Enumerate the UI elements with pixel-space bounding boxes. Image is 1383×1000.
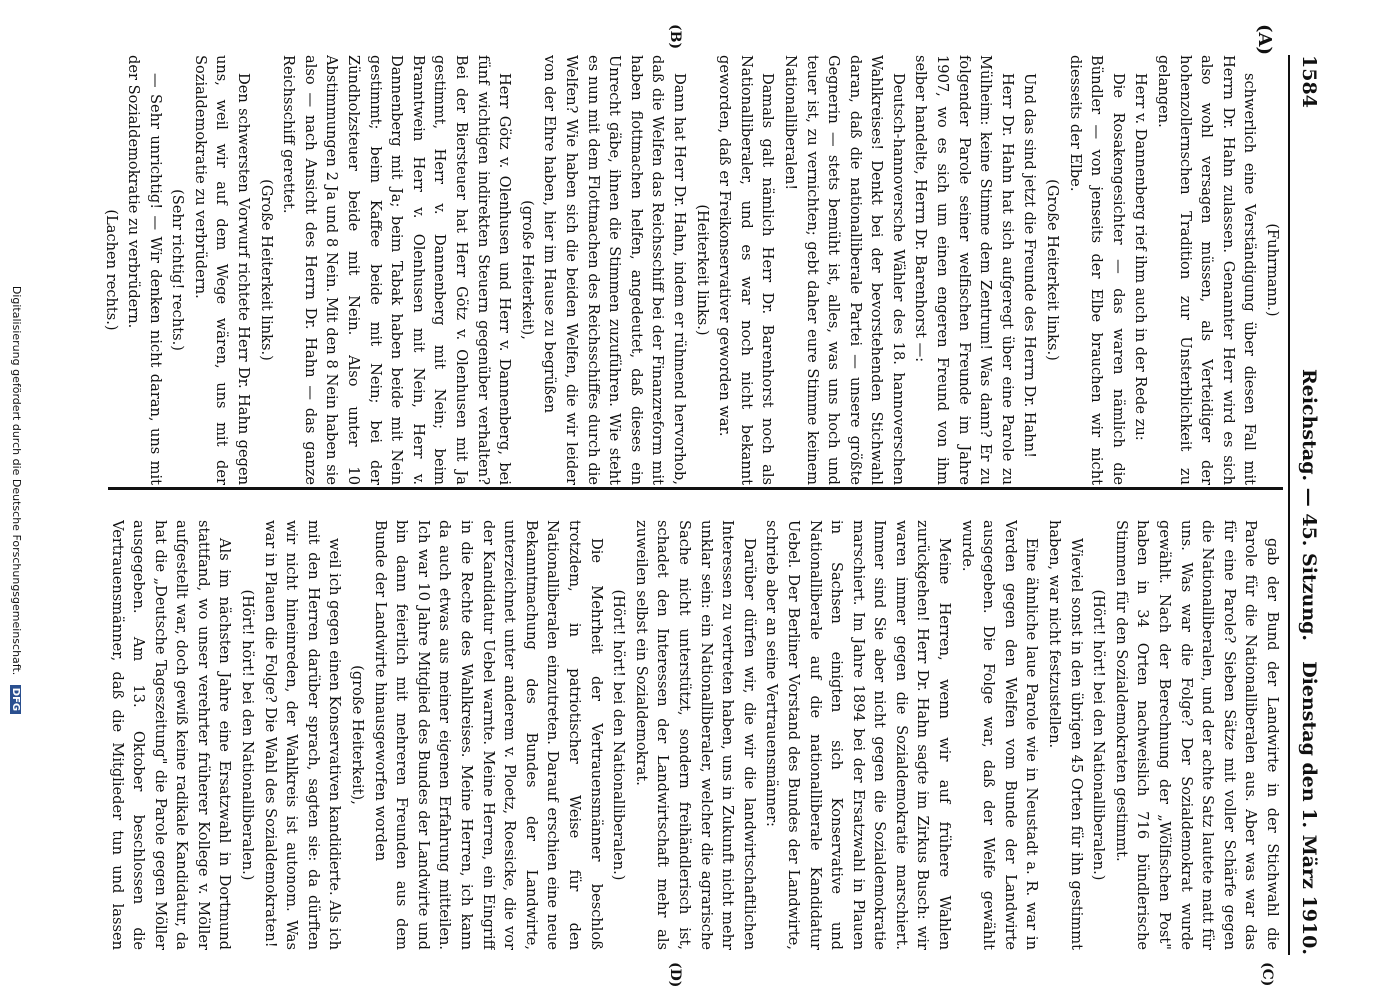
paragraph: (Lachen rechts.) [103,209,120,331]
left-column [103,55,1283,485]
paragraph: (Hört! hört! bei den Nationalliberalen.) [239,589,257,881]
paragraph: Meine Herren, wenn wir auf frühere Wahlen zurückgehen! Herr Dr. Hahn sagte im Zirkus Busch: wir waren immer gegen die Sozialdemokratie marschiert. Immer sind Sie aber nicht gegen die Sozialdemokratie marschiert. Im Jahre 1894 bei der Ersatzwahl in Plauen in Sachsen einigten sich Konservative und Nationalliberale auf die nationalliberale Kandidatur Uebel. Der Berliner Vorstand des Bundes der Landwirte, schrieb aber an seine Vertrauensmänner: [763,520,954,950]
paragraph: (Große Heiterkeit links.) [1044,179,1062,361]
footer-text: Digitalisierung gefördert durch die Deutsche Forschungsgemeinschaft. [10,285,23,676]
paragraph: Darüber dürfen wir, die wir die landwirtschaftlichen Interessen zu vertreten haben, uns in Zukunft nicht mehr unklar sein: ein Nationalliberaler, welcher die agrarische Sache nicht unterstützt, sondern freihändlerisch ist, schadet den Interessen der Landwirtschaft mehr als zuweilen selbst ein Sozialdemokrat. [632,520,758,950]
paragraph: Als im nächsten Jahre eine Ersatzwahl in Dortmund stattfand, wo unser verehrter früherer Kollege v. Möller aufgestellt war, doch gewiß keine radikale Kandidatur, da hat die „Deutsche Tageszeitung" die Parole gegen Möller ausgegeben. Am 13. Oktober beschlossen die Vertrauensmänner, daß die Mitglieder tun und lassen [108,520,234,950]
paragraph: — Sehr unrichtig! — Wir denken nicht daran, uns mit der Sozialdemokratie zu verbrüdern. [125,55,164,485]
paragraph: (Hört! hört! bei den Nationalliberalen.) [1090,589,1108,881]
paragraph: Herr Götz v. Olenhusen und Herr v. Dannenberg, bei fünf wichtigen indirekten Steuern gegenüber verhalten? Bei der Biersteuer hat Herr Götz v. Olenhusen mit Ja gestimmt, Herr v. Dannenberg mit Nein; beim Branntwein Herr v. Olenhusen mit Nein, Herr v. Dannenberg mit Ja; beim Tabak haben beide mit Nein gestimmt; beim Kaffee beide mit Nein; bei der Zündholzsteuer beide mit Nein. Also unter 10 Abstimmungen 2 Ja und 8 Nein. Mit den 8 Nein haben sie also — nach Ansicht des Herrn Dr. Hahn — das ganze Reichsschiff gerettet. [280,55,514,485]
paragraph: Deutsch-hannoversche Wähler des 18. hannoverschen Wahlkreises! Denkt bei der bevorstehenden Stichwahl daran, daß die nationalliberale Partei — unsere größte Gegnerin — stets bemüht ist, alles, was uns hoch und teuer ist, zu vernichten; gebt daher eure Stimme keinem Nationalliberalen! [781,55,907,485]
paragraph: (Fuhrmann.) [1264,223,1281,317]
paragraph: gab der Bund der Landwirte in der Stichwahl die Parole für die Nationalliberalen aus. Aber was war das für eine Parole? Sieben Sätze mit voller Schärfe gegen die Nationalliberalen, und der achte Satz lautete matt für uns. Was war die Folge? Der Sozialdemokrat wurde gewählt. Nach der Berechnung der „Wölfischen Post" haben in 34 Orten nachweislich 716 bündlerische Stimmen für den Sozialdemokraten gestimmt. [1112,520,1281,950]
margin-marker-d: (D) [667,962,683,988]
paragraph: (Heiterkeit links.) [693,204,711,336]
paragraph: Den schwersten Vorwurf richtete Herr Dr. Hahn gegen uns, weil wir auf dem Wege wären, uns mit der Sozialdemokratie zu verbrüdern. [191,55,253,485]
page-number: 1584 [1298,55,1320,108]
paragraph: (große Heiterkeit), [518,200,536,340]
margin-marker-c: (C) [1259,962,1275,987]
dfg-logo: DFG [10,685,21,714]
running-title: Reichstag. — 45. Sitzung. [1298,368,1320,642]
paragraph: schwerlich eine Verständigung über diesen Fall mit Herrn Dr. Hahn zulassen. Genannter Herr wird es sich also wohl versagen müssen, als Verteidiger der hohenzollernschen Tradition zur Unsterblichkeit zu gelangen. [1155,55,1259,485]
paragraph: Wieviel sonst in den übrigen 45 Orten für ihn gestimmt haben, war nicht festzustellen. [1046,520,1085,950]
paragraph: Herr v. Dannenberg rief ihm auch in der Rede zu: [1132,73,1150,441]
paragraph: (große Heiterkeit), [349,665,367,805]
session-date: Dienstag den 1. März 1910. [1298,661,1320,955]
paragraph: weil ich gegen einen Konservativen kandidierte. Als ich mit den Herren darüber sprach, sagten sie: da dürften wir nicht hineinreden, der Wahlkreis ist autonom. Was war in Plauen die Folge? Die Wahl des Sozialdemokraten! [261,520,344,950]
paragraph: (Hört! hört! bei den Nationalliberalen.) [610,589,628,881]
paragraph: (Große Heiterkeit links.) [257,179,275,361]
right-column [103,520,1283,950]
margin-marker-a: (A) [1254,24,1275,55]
paragraph: Eine ähnliche laue Parole wie in Neustadt a. R. war in Verden gegen den Welfen vom Bunde der Landwirte ausgegeben. Die Folge war, daß der Welfe gewählt wurde. [958,520,1041,950]
paragraph: Und das sind jetzt die Freunde des Herrn Dr. Hahn! [1021,73,1039,458]
paragraph: Dann hat Herr Dr. Hahn, indem er rühmend hervorhob, daß die Welfen das Reichsschiff bei der Finanzreform mit haben flottmachen helfen, angedeutet, daß dieses ein Unrecht gäbe, ihnen die Stimmen zuzuführen. Wie steht es nun mit dem Flottmachen des Reichsschiffes durch die Welfen? Wie haben sich die beiden Welfen, die wir leider von der Ehre haben, hier im Hause zu begrüßen [541,55,688,485]
column-divider [108,487,1283,490]
margin-marker-b: (B) [667,24,683,50]
paragraph: (Sehr richtig! rechts.) [169,189,187,351]
page-header [1288,55,1328,955]
paragraph: Die Rosakengesichter — das waren nämlich die Bündler — von jenseits der Elbe brauchen wir nicht diesseits der Elbe. [1066,55,1127,485]
paragraph: Damals galt nämlich Herr Dr. Barenhorst noch als Nationalliberaler, und es war noch nicht bekannt geworden, daß er Freikonservativer geworden war. [716,55,777,485]
footer [10,0,23,1000]
paragraph: Herr Dr. Hahn hat sich aufgeregt über eine Parole zu Mülheim: keine Stimme dem Zentrum! Was dann? Er zu folgender Parole seiner welfischen Freunde im Jahre 1907, wo es sich um einen engeren Freund von ihm selber handelte, Herrn Dr. Barenhorst —: [912,55,1016,485]
paragraph: Die Mehrheit der Vertrauensmänner beschloß trotzdem, in patriotischer Weise für den Nationalliberalen einzutreten. Darauf erschien eine neue Bekanntmachung des Bundes der Landwirte, unterzeichnet unter anderem v. Ploetz, Roesicke, die vor der Kandidatur Uebel warnte. Meine Herren, ein Eingriff in die Rechte des Wahlkreises. Meine Herren, ich kann da auch etwas aus meiner eigenen Erfahrung mitteilen. Ich war 10 Jahre Mitglied des Bundes der Landwirte und bin dann feierlich mit mehreren Freunden aus dem Bunde der Landwirte hinausgeworfen worden [371,520,605,950]
